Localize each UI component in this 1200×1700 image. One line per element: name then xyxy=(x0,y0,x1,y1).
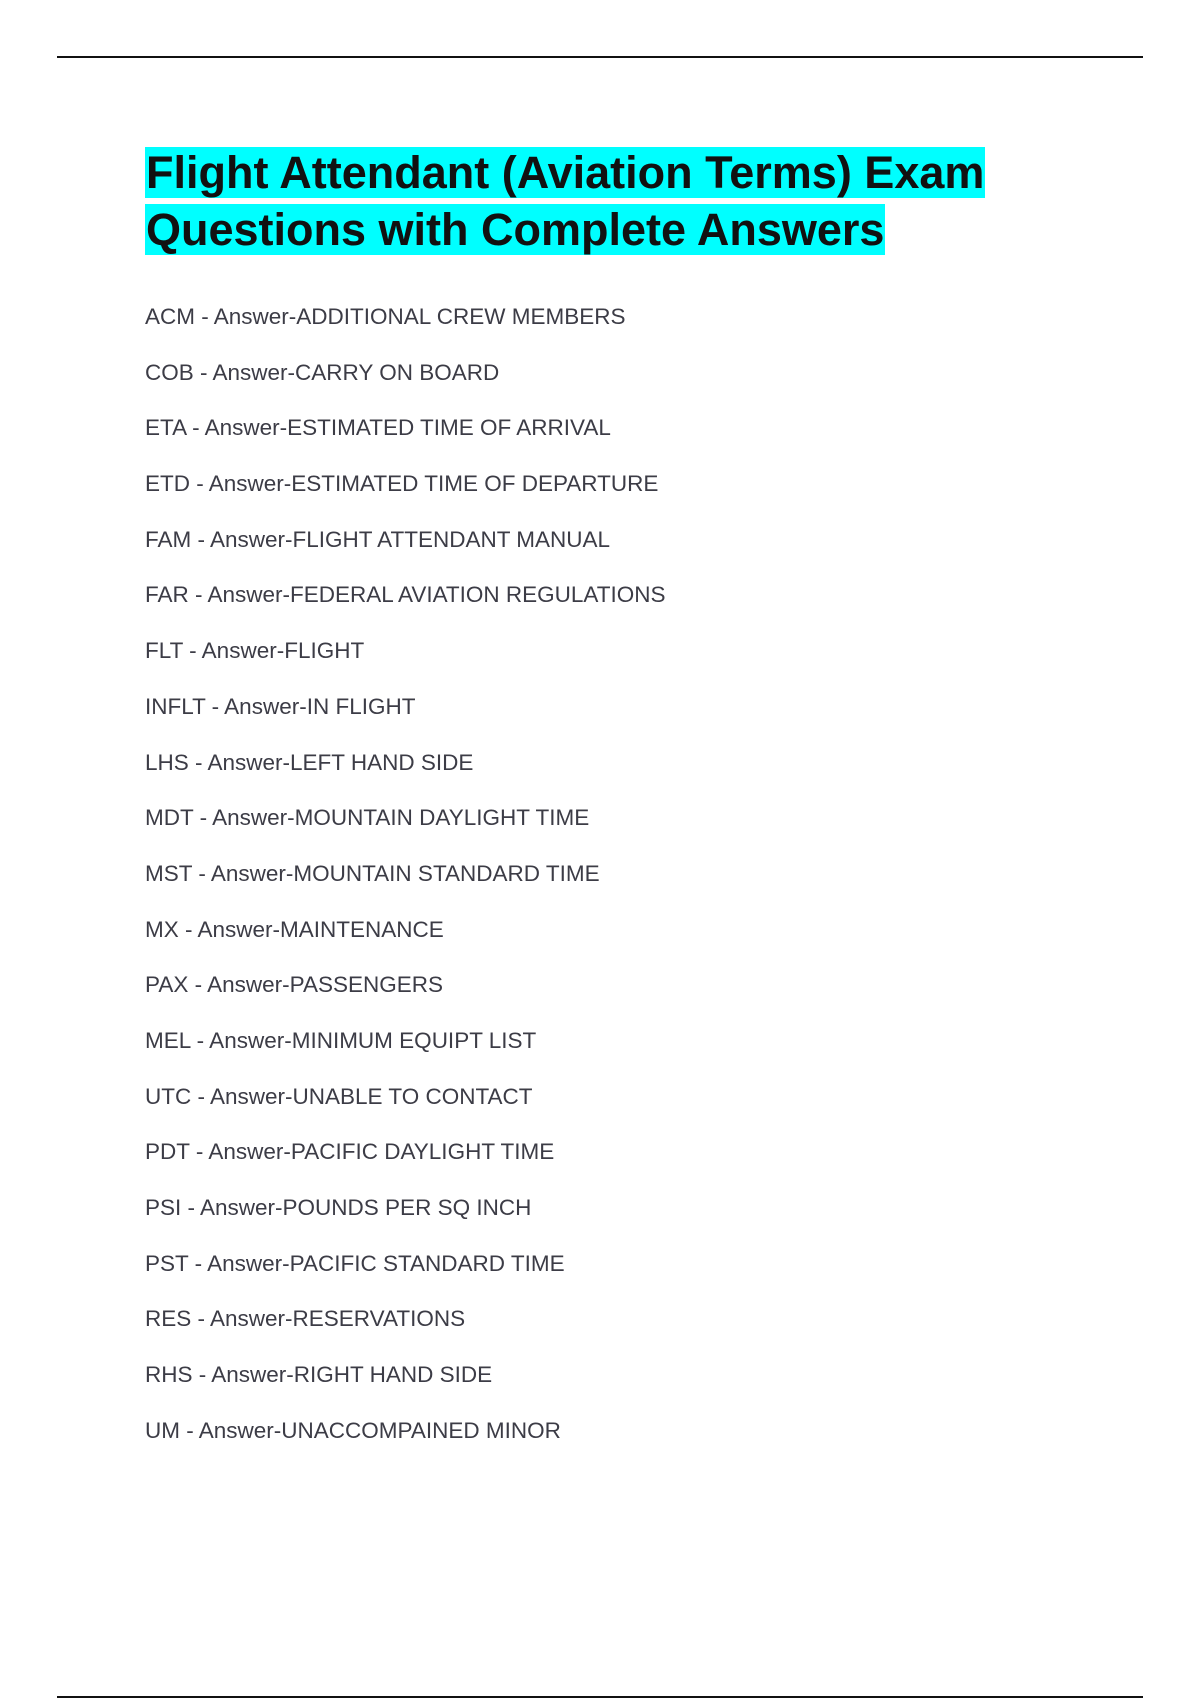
term-entry: PAX - Answer-PASSENGERS xyxy=(145,972,444,998)
term-entry: ETD - Answer-ESTIMATED TIME OF DEPARTURE xyxy=(145,471,659,497)
term-entry: ACM - Answer-ADDITIONAL CREW MEMBERS xyxy=(145,304,626,329)
term-entry: RES - Answer-RESERVATIONS xyxy=(145,1306,466,1332)
term-entry: UM - Answer-UNACCOMPAINED MINOR xyxy=(145,1417,561,1443)
term-entry: RHS - Answer-RIGHT HAND SIDE xyxy=(145,1362,493,1388)
top-rule xyxy=(57,56,1143,58)
term-entry: ETA - Answer-ESTIMATED TIME OF ARRIVAL xyxy=(145,415,611,441)
term-entry: FLT - Answer-FLIGHT xyxy=(145,638,365,664)
title-highlight: Flight Attendant (Aviation Terms) Exam Questions with Complete Answers xyxy=(146,147,985,255)
term-entry: MST - Answer-MOUNTAIN STANDARD TIME xyxy=(145,860,600,886)
term-entry: PST - Answer-PACIFIC STANDARD TIME xyxy=(145,1250,565,1276)
term-entry: COB - Answer-CARRY ON BOARD xyxy=(145,359,500,385)
term-entry: FAM - Answer-FLIGHT ATTENDANT MANUAL xyxy=(145,526,611,552)
term-entry: FAR - Answer-FEDERAL AVIATION REGULATIONS xyxy=(145,582,666,608)
bottom-rule xyxy=(57,1696,1143,1698)
term-entry: LHS - Answer-LEFT HAND SIDE xyxy=(145,749,474,775)
term-list xyxy=(145,299,666,1468)
term-entry: MEL - Answer-MINIMUM EQUIPT LIST xyxy=(145,1027,537,1053)
term-entry: INFLT - Answer-IN FLIGHT xyxy=(145,693,416,719)
document-title xyxy=(145,144,1085,258)
term-entry: PDT - Answer-PACIFIC DAYLIGHT TIME xyxy=(145,1139,555,1165)
term-entry: MX - Answer-MAINTENANCE xyxy=(145,916,444,942)
term-entry: PSI - Answer-POUNDS PER SQ INCH xyxy=(145,1195,532,1220)
term-entry: MDT - Answer-MOUNTAIN DAYLIGHT TIME xyxy=(145,805,590,831)
term-entry: UTC - Answer-UNABLE TO CONTACT xyxy=(145,1083,533,1109)
